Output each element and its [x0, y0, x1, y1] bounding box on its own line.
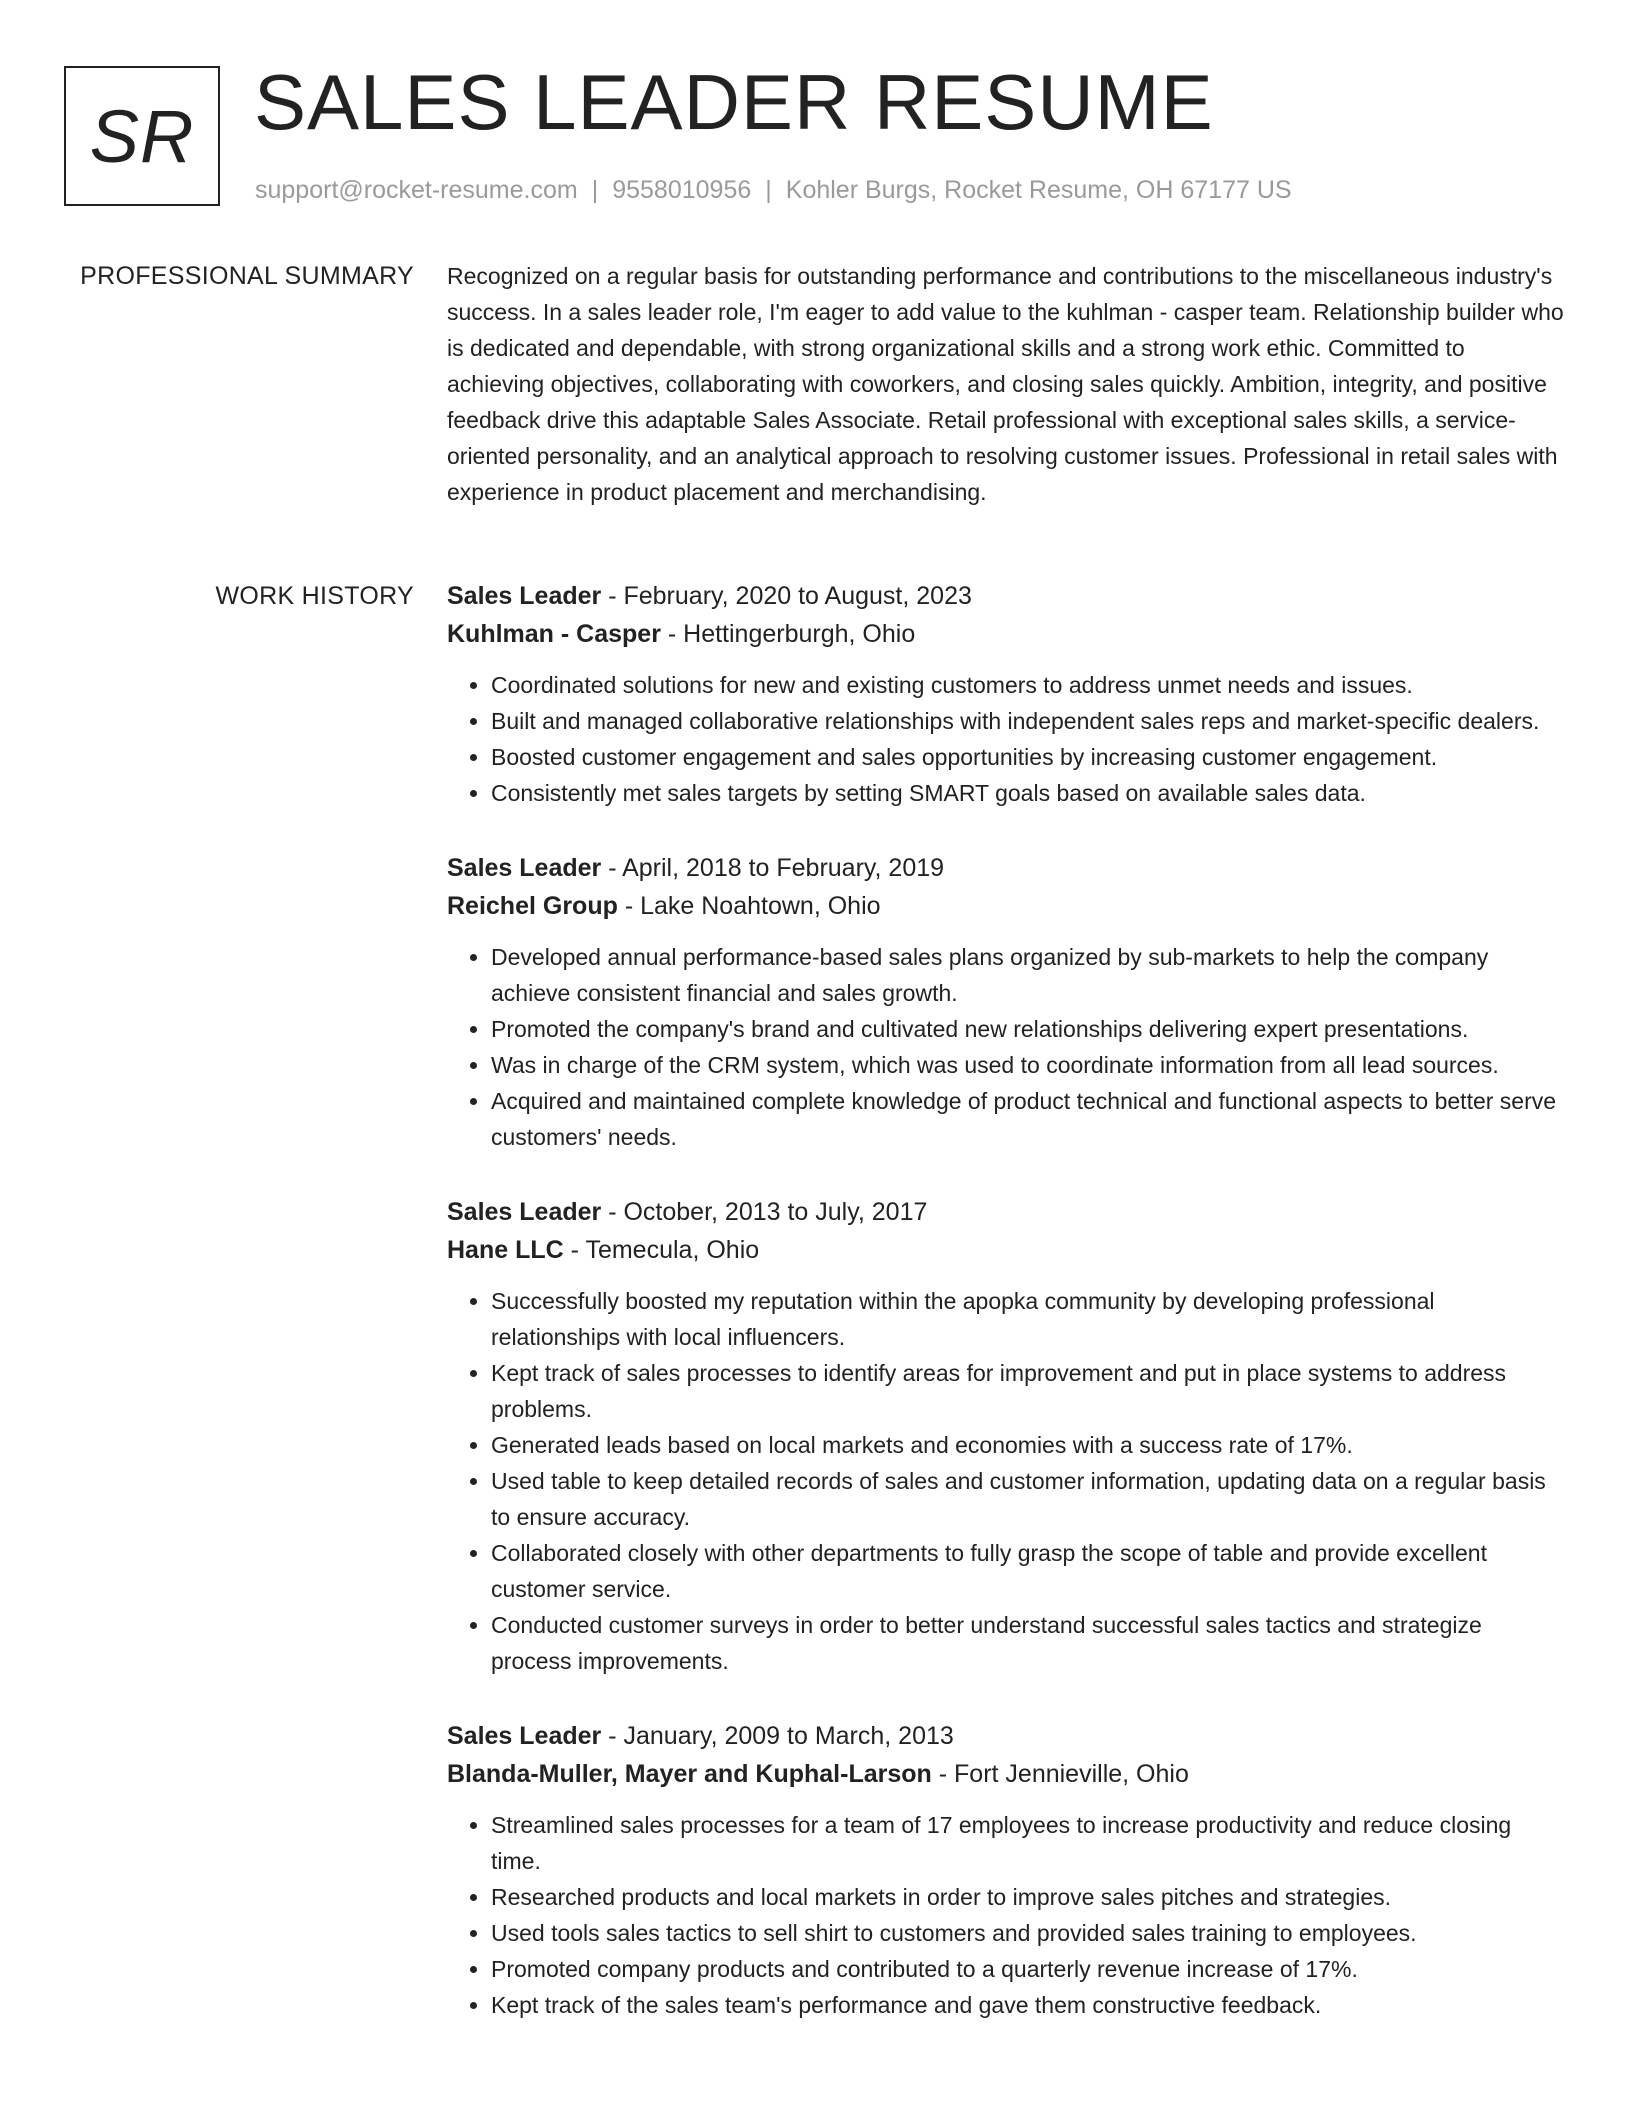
section-label-work-history: WORK HISTORY	[215, 582, 414, 610]
job-bullet: • Kept track of the sales team's performance and gave them constructive feedback.	[491, 1987, 1567, 2023]
contact-address: Kohler Burgs, Rocket Resume, OH 67177 US	[785, 176, 1292, 204]
job-title-line	[447, 1193, 1567, 1231]
job-bullet: • Consistently met sales targets by setting SMART goals based on available sales data.	[491, 775, 1567, 811]
job-bullet: • Acquired and maintained complete knowledge of product technical and functional aspects to better serve customers' needs.	[491, 1083, 1567, 1155]
job-bullet: • Promoted company products and contributed to a quarterly revenue increase of 17%.	[491, 1951, 1567, 1987]
job-bullet: • Was in charge of the CRM system, which was used to coordinate information from all lead sources.	[491, 1047, 1567, 1083]
job-entry	[447, 577, 1567, 811]
resume-title: SALES LEADER RESUME	[254, 58, 1214, 146]
job-title: Sales Leader	[447, 1198, 602, 1226]
job-location: - Lake Noahtown, Ohio	[617, 892, 881, 920]
job-bullets	[447, 1283, 1567, 1679]
job-title-line	[447, 1717, 1567, 1755]
job-bullet: • Collaborated closely with other departments to fully grasp the scope of table and provide excellent customer service.	[491, 1535, 1567, 1607]
job-dates: - April, 2018 to February, 2019	[601, 854, 945, 882]
job-bullet: • Used table to keep detailed records of sales and customer information, updating data on a regular basis to ensure accuracy.	[491, 1463, 1567, 1535]
job-company-line	[447, 887, 1567, 925]
job-company-line	[447, 615, 1567, 653]
job-location: - Hettingerburgh, Ohio	[660, 620, 916, 648]
work-history-section	[447, 577, 1567, 2061]
job-bullet: • Generated leads based on local markets and economies with a success rate of 17%.	[491, 1427, 1567, 1463]
job-title-line	[447, 577, 1567, 615]
job-entry	[447, 1717, 1567, 2023]
job-dates: - October, 2013 to July, 2017	[601, 1198, 928, 1226]
job-location: - Fort Jennieville, Ohio	[931, 1760, 1189, 1788]
job-bullets	[447, 939, 1567, 1155]
job-entry	[447, 849, 1567, 1155]
job-title: Sales Leader	[447, 582, 602, 610]
job-company: Reichel Group	[447, 892, 618, 920]
section-label-summary: PROFESSIONAL SUMMARY	[80, 262, 414, 290]
job-bullets	[447, 1807, 1567, 2023]
job-location: - Temecula, Ohio	[563, 1236, 760, 1264]
contact-line	[255, 172, 1292, 208]
job-bullet: • Conducted customer surveys in order to better understand successful sales tactics and strategize process improvements.	[491, 1607, 1567, 1679]
job-bullet: • Promoted the company's brand and cultivated new relationships delivering expert presentations.	[491, 1011, 1567, 1047]
job-company: Hane LLC	[447, 1236, 564, 1264]
job-dates: - February, 2020 to August, 2023	[601, 582, 972, 610]
job-title-line	[447, 849, 1567, 887]
summary-text: Recognized on a regular basis for outstanding performance and contributions to the miscellaneous industry's success. In a sales leader role, I'm eager to add value to the kuhlman - casper team. Relationship builder who is dedicated and dependable, with strong organizational skills and a strong work ethic. Committed to achieving objectives, collaborating with coworkers, and closing sales quickly. Ambition, integrity, and positive feedback drive this adaptable Sales Associate. Retail professional with exceptional sales skills, a service-oriented personality, and an analytical approach to resolving customer issues. Professional in retail sales with experience in product placement and merchandising.	[447, 263, 1564, 505]
job-title: Sales Leader	[447, 854, 602, 882]
contact-phone: 9558010956	[612, 176, 752, 204]
job-bullet: • Successfully boosted my reputation within the apopka community by developing professional relationships with local influencers.	[491, 1283, 1567, 1355]
job-title: Sales Leader	[447, 1722, 602, 1750]
job-bullet: • Used tools sales tactics to sell shirt to customers and provided sales training to employees.	[491, 1915, 1567, 1951]
job-company-line	[447, 1231, 1567, 1269]
job-dates: - January, 2009 to March, 2013	[601, 1722, 954, 1750]
job-bullet: • Streamlined sales processes for a team of 17 employees to increase productivity and reduce closing time.	[491, 1807, 1567, 1879]
job-bullet: • Built and managed collaborative relationships with independent sales reps and market-specific dealers.	[491, 703, 1567, 739]
job-bullet: • Coordinated solutions for new and existing customers to address unmet needs and issues.	[491, 667, 1567, 703]
summary-section	[447, 258, 1567, 510]
job-bullets	[447, 667, 1567, 811]
contact-separator: |	[765, 176, 772, 204]
job-company: Blanda-Muller, Mayer and Kuphal-Larson	[447, 1760, 932, 1788]
job-company: Kuhlman - Casper	[447, 620, 661, 648]
job-bullet: • Researched products and local markets in order to improve sales pitches and strategies.	[491, 1879, 1567, 1915]
contact-email: support@rocket-resume.com	[255, 176, 578, 204]
job-bullet: • Developed annual performance-based sales plans organized by sub-markets to help the company achieve consistent financial and sales growth.	[491, 939, 1567, 1011]
contact-separator: |	[591, 176, 599, 204]
job-company-line	[447, 1755, 1567, 1793]
monogram-badge	[64, 66, 220, 206]
job-bullet: • Kept track of sales processes to identify areas for improvement and put in place systems to address problems.	[491, 1355, 1567, 1427]
monogram-initials: SR	[89, 94, 195, 178]
job-bullet: • Boosted customer engagement and sales opportunities by increasing customer engagement.	[491, 739, 1567, 775]
job-entry	[447, 1193, 1567, 1679]
